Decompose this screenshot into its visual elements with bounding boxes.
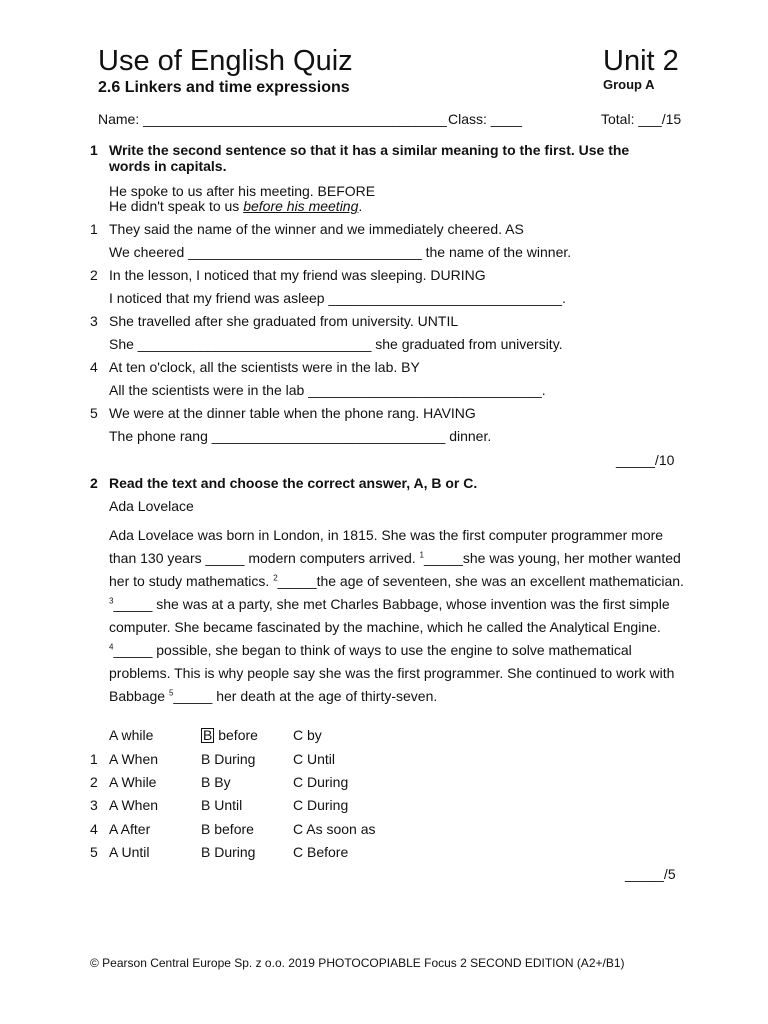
ex2-score: _____/5	[625, 866, 676, 882]
passage-text: _____ her death at the age of thirty-seven.	[173, 688, 438, 704]
copyright-footer: © Pearson Central Europe Sp. z o.o. 2019 PHOTOCOPIABLE Focus 2 SECOND EDITION (A2+/B1)	[90, 956, 625, 970]
option-b: B before	[201, 821, 254, 837]
option-c: C During	[293, 797, 349, 813]
gap-number: 1	[419, 550, 424, 560]
passage-text: _____she was young, her mother wanted her to study mathematics.	[109, 550, 681, 589]
class-line: Class: ____	[448, 111, 522, 127]
ex1-example-answer: before his meeting	[243, 198, 359, 214]
passage-text: _____ she was at a party, she met Charles Babbage, whose invention was the first simple computer. She became fascinated by the machine, which he called the Analytical Engine.	[109, 596, 670, 635]
ex1-item-sentence: In the lesson, I noticed that my friend was sleeping. DURING	[109, 267, 486, 283]
ex1-item-rewrite: The phone rang ______________________________ dinner.	[109, 428, 492, 444]
ex1-item-rewrite: All the scientists were in the lab ______________________________.	[109, 382, 546, 398]
ex1-example-sentence: He spoke to us after his meeting. BEFORE	[109, 183, 376, 199]
passage-text: Ada Lovelace was born in London, in 1815. She was the first computer programmer more than 130 years _____ modern computers arrived.	[109, 527, 664, 566]
option-row-number: 5	[90, 844, 98, 860]
gap-number: 3	[109, 596, 114, 606]
gap-number: 2	[273, 573, 278, 583]
ex1-item-sentence: They said the name of the winner and we immediately cheered. AS	[109, 221, 524, 237]
option-a: A When	[109, 797, 159, 813]
ex1-item-sentence: She travelled after she graduated from university. UNTIL	[109, 313, 459, 329]
ex1-item-rewrite: She ______________________________ she graduated from university.	[109, 336, 563, 352]
option-b: B Until	[201, 797, 243, 813]
total-line: Total: ___/15	[601, 111, 682, 127]
ex1-item-number: 3	[90, 313, 98, 329]
ex2-example-option-b	[201, 727, 258, 744]
option-row-number: 2	[90, 774, 98, 790]
ex2-instruction: Read the text and choose the correct answer, A, B or C.	[109, 475, 478, 491]
ex1-item-number: 2	[90, 267, 98, 283]
option-c: C Before	[293, 844, 349, 860]
ex1-item-rewrite: I noticed that my friend was asleep ______________________________.	[109, 290, 566, 306]
gap-number: 5	[168, 688, 174, 698]
ex2-example-option-a: A while	[109, 727, 154, 743]
ex2-text-title: Ada Lovelace	[109, 498, 194, 514]
option-b: B During	[201, 751, 256, 767]
option-a: A Until	[109, 844, 150, 860]
ex1-instruction-line1: Write the second sentence so that it has a similar meaning to the first. Use the	[109, 142, 630, 158]
ex1-number: 1	[90, 142, 98, 158]
ex1-instruction-line2: words in capitals.	[109, 158, 227, 174]
group-label: Group A	[603, 77, 655, 92]
ex2-example-option-c: C by	[293, 727, 322, 743]
ex2-number: 2	[90, 475, 98, 491]
selected-answer-box: B	[203, 727, 213, 743]
ex1-item-sentence: At ten o'clock, all the scientists were in the lab. BY	[109, 359, 420, 375]
option-row-number: 4	[90, 821, 98, 837]
ex1-item-rewrite: We cheered ______________________________ the name of the winner.	[109, 244, 572, 260]
ex1-example-rewrite	[109, 198, 362, 215]
ex1-example-prefix: He didn't speak to us	[109, 198, 244, 214]
passage-text: _____the age of seventeen, she was an excellent mathematician.	[277, 573, 684, 589]
ex1-example-suffix: .	[358, 198, 363, 214]
ex1-item-number: 5	[90, 405, 98, 421]
option-c: C As soon as	[293, 821, 376, 837]
page-subtitle: 2.6 Linkers and time expressions	[98, 79, 350, 96]
ex1-item-number: 4	[90, 359, 98, 375]
option-row-number: 1	[90, 751, 98, 767]
page-title: Use of English Quiz	[98, 45, 353, 77]
ex1-score: _____/10	[616, 452, 675, 468]
option-text: before	[214, 727, 258, 743]
reading-passage	[109, 524, 689, 708]
option-b: B During	[201, 844, 256, 860]
option-a: A When	[109, 751, 159, 767]
option-a: A While	[109, 774, 157, 790]
option-b: B By	[201, 774, 231, 790]
option-c: C During	[293, 774, 349, 790]
gap-number: 4	[109, 642, 114, 652]
ex1-item-number: 1	[90, 221, 98, 237]
option-a: A After	[109, 821, 151, 837]
name-line: Name: _______________________________________	[98, 111, 447, 127]
option-c: C Until	[293, 751, 336, 767]
unit-label: Unit 2	[603, 45, 679, 77]
passage-text: _____ possible, she began to think of ways to use the engine to solve mathematical problems. This is why people say she was the first programmer. She continued to work with Babbage	[109, 642, 675, 704]
option-row-number: 3	[90, 797, 98, 813]
ex1-item-sentence: We were at the dinner table when the phone rang. HAVING	[109, 405, 476, 421]
